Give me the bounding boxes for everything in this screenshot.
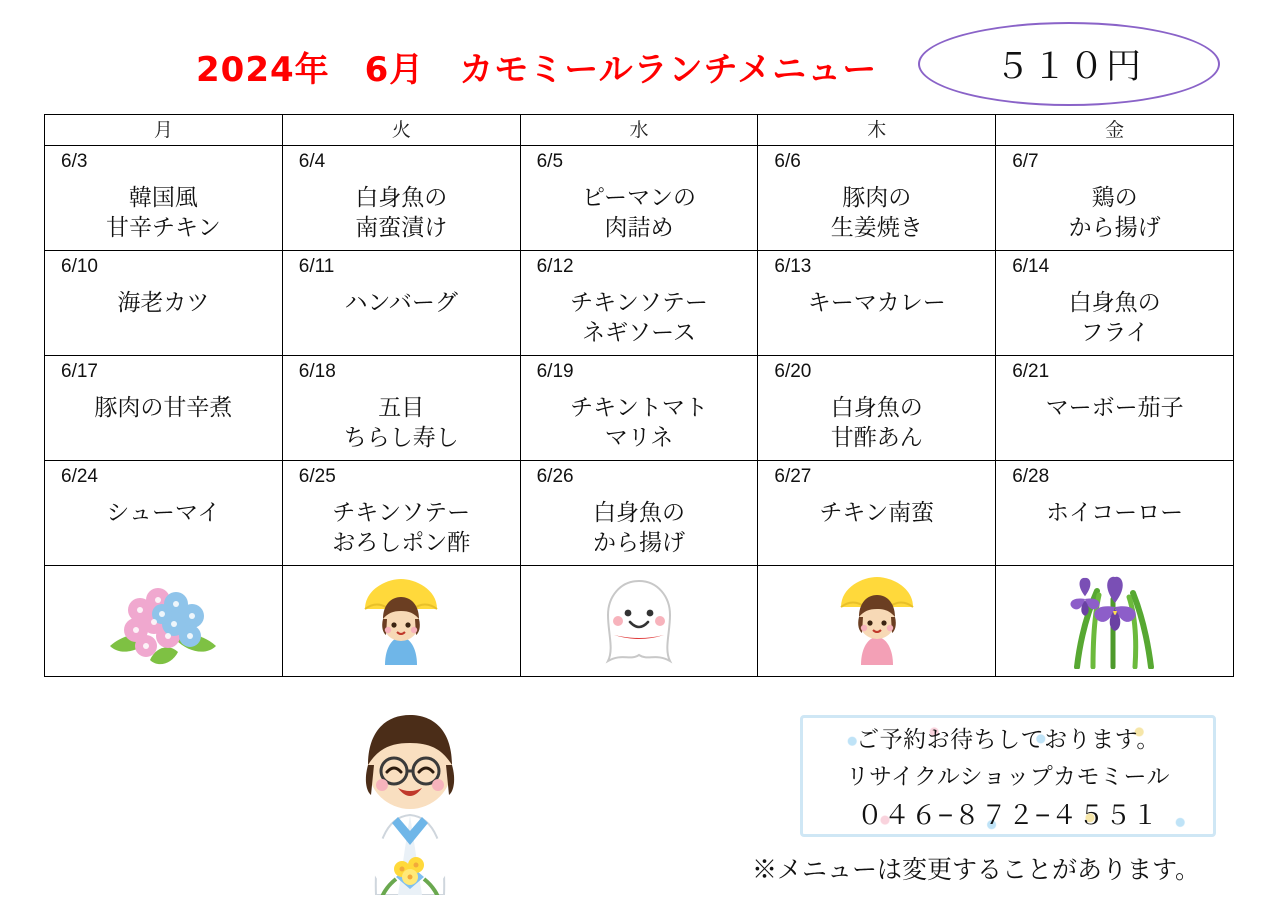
decoration-row (45, 566, 1234, 677)
day-date: 6/24 (61, 466, 98, 487)
day-date: 6/28 (1012, 466, 1050, 487)
hydrangea-icon (98, 574, 228, 669)
day-cell (45, 251, 283, 356)
day-date: 6/4 (298, 151, 326, 172)
day-date: 6/18 (298, 361, 336, 382)
day-menu: ハンバーグ (344, 289, 458, 315)
page-footer (0, 690, 1280, 905)
table-row (45, 251, 1234, 356)
day-cell (520, 146, 758, 251)
day-cell (996, 146, 1234, 251)
day-menu: ホイコーロー (1046, 499, 1184, 525)
day-menu: 豚肉の甘辛煮 (94, 394, 233, 420)
day-menu: ピーマンの 肉詰め (581, 184, 697, 241)
day-cell (996, 356, 1234, 461)
reservation-message: ご予約お待ちしております。 (856, 725, 1160, 752)
day-date: 6/14 (1012, 256, 1050, 277)
decoration-cell (758, 566, 996, 677)
day-menu: チキンソテー ネギソース (570, 289, 708, 346)
day-menu: チキンソテー おろしポン酢 (332, 499, 471, 556)
day-cell (758, 461, 996, 566)
day-date: 6/11 (298, 256, 335, 277)
day-menu: チキン南蛮 (819, 499, 935, 525)
table-row (45, 461, 1234, 566)
day-menu: 白身魚の から揚げ (592, 499, 685, 556)
shop-name: リサイクルショップカモミール (845, 762, 1171, 789)
day-date: 6/27 (774, 466, 812, 487)
price-badge (918, 22, 1220, 106)
day-date: 6/3 (61, 151, 88, 172)
iris-flower-icon (1055, 573, 1175, 669)
day-menu: 白身魚の フライ (1068, 289, 1161, 346)
day-cell (520, 461, 758, 566)
decoration-cell (520, 566, 758, 677)
day-menu: キーマカレー (807, 289, 946, 315)
menu-calendar-table (44, 114, 1234, 677)
menu-change-note: ※メニューは変更することがあります。 (752, 856, 1201, 884)
day-cell (996, 251, 1234, 356)
weekday-header-tue: 火 (282, 115, 520, 146)
decoration-cell (282, 566, 520, 677)
day-date: 6/12 (536, 256, 574, 277)
decoration-cell (45, 566, 283, 677)
day-menu: 韓国風 甘辛チキン (106, 184, 221, 241)
day-date: 6/10 (61, 256, 98, 277)
day-cell (282, 251, 520, 356)
day-date: 6/5 (536, 151, 564, 172)
weekday-header-wed: 水 (520, 115, 758, 146)
day-menu: 五目 ちらし寿し (343, 394, 459, 451)
table-header-row (45, 115, 1234, 146)
day-cell (282, 356, 520, 461)
day-menu: 鶏の から揚げ (1068, 184, 1161, 241)
table-row (45, 356, 1234, 461)
day-cell (758, 356, 996, 461)
weekday-header-mon: 月 (45, 115, 283, 146)
day-cell (520, 356, 758, 461)
day-date: 6/6 (774, 151, 801, 172)
page-header (0, 0, 1280, 108)
day-date: 6/25 (298, 466, 336, 487)
phone-number: ０４６−８７２−４５５１ (856, 799, 1160, 830)
teru-teru-bozu-icon (584, 573, 694, 669)
day-cell (45, 461, 283, 566)
day-menu: 白身魚の 甘酢あん (830, 394, 923, 451)
day-date: 6/19 (536, 361, 574, 382)
day-cell (758, 146, 996, 251)
weekday-header-fri: 金 (996, 115, 1234, 146)
day-cell (996, 461, 1234, 566)
table-row (45, 146, 1234, 251)
decoration-cell (996, 566, 1234, 677)
day-date: 6/21 (1012, 361, 1050, 382)
day-menu: 白身魚の 南蛮漬け (355, 184, 448, 241)
day-menu: マーボー茄子 (1045, 394, 1184, 420)
girl-in-pink-with-umbrella-icon (827, 573, 927, 669)
contact-info-box (800, 715, 1216, 837)
boy-with-flowers-icon (330, 695, 490, 895)
page-title: 2024年 6月 カモミールランチメニュー (196, 50, 878, 90)
day-menu: 海老カツ (117, 289, 210, 315)
girl-with-yellow-umbrella-icon (351, 573, 451, 669)
price-label: ５１０円 (994, 47, 1143, 86)
day-date: 6/7 (1012, 151, 1039, 172)
day-cell (282, 461, 520, 566)
day-menu: チキントマト マリネ (570, 394, 708, 451)
day-cell (758, 251, 996, 356)
day-cell (520, 251, 758, 356)
day-date: 6/26 (536, 466, 574, 487)
day-cell (45, 356, 283, 461)
day-menu: 豚肉の 生姜焼き (830, 184, 923, 241)
day-date: 6/20 (774, 361, 812, 382)
day-cell (282, 146, 520, 251)
weekday-header-thu: 木 (758, 115, 996, 146)
day-date: 6/17 (61, 361, 98, 382)
day-cell (45, 146, 283, 251)
day-menu: シューマイ (106, 499, 221, 525)
day-date: 6/13 (774, 256, 812, 277)
